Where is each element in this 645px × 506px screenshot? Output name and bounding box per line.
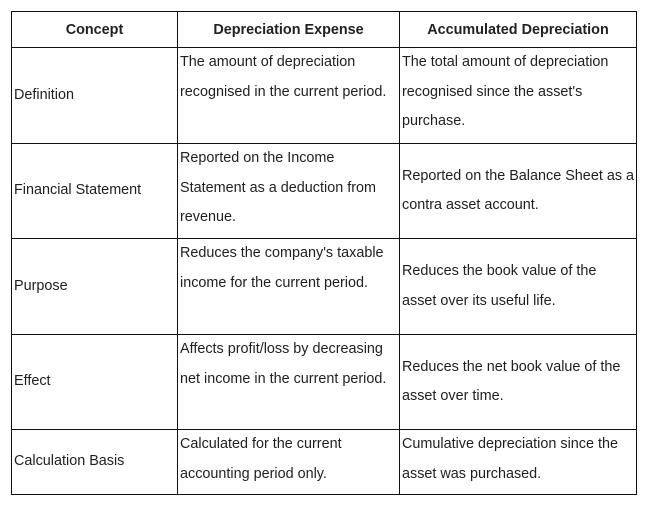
header-accumulated-depreciation: Accumulated Depreciation <box>400 12 637 48</box>
row-expense-cell: Affects profit/loss by decreasing net income in the current period. <box>178 335 400 430</box>
row-expense-cell: Calculated for the current accounting period only. <box>178 430 400 495</box>
comparison-table-container <box>11 11 636 495</box>
table-row-calculation-basis <box>12 430 637 495</box>
row-accumulated-cell: Reduces the book value of the asset over its useful life. <box>400 239 637 335</box>
row-accumulated-cell: Cumulative depreciation since the asset was purchased. <box>400 430 637 495</box>
row-concept-cell: Effect <box>12 335 178 430</box>
table-row-definition <box>12 48 637 144</box>
row-concept-cell: Financial Statement <box>12 144 178 239</box>
table-row-financial-statement <box>12 144 637 239</box>
table-row-purpose <box>12 239 637 335</box>
header-concept: Concept <box>12 12 178 48</box>
row-concept-cell: Purpose <box>12 239 178 335</box>
row-expense-cell: The amount of depreciation recognised in the current period. <box>178 48 400 144</box>
row-concept-cell: Calculation Basis <box>12 430 178 495</box>
table-row-effect <box>12 335 637 430</box>
row-accumulated-cell: Reduces the net book value of the asset over time. <box>400 335 637 430</box>
row-expense-cell: Reduces the company's taxable income for the current period. <box>178 239 400 335</box>
depreciation-comparison-table <box>11 11 637 495</box>
row-accumulated-cell: Reported on the Balance Sheet as a contra asset account. <box>400 144 637 239</box>
header-depreciation-expense: Depreciation Expense <box>178 12 400 48</box>
row-accumulated-cell: The total amount of depreciation recognised since the asset's purchase. <box>400 48 637 144</box>
row-expense-cell: Reported on the Income Statement as a deduction from revenue. <box>178 144 400 239</box>
row-concept-cell: Definition <box>12 48 178 144</box>
table-header-row <box>12 12 637 48</box>
